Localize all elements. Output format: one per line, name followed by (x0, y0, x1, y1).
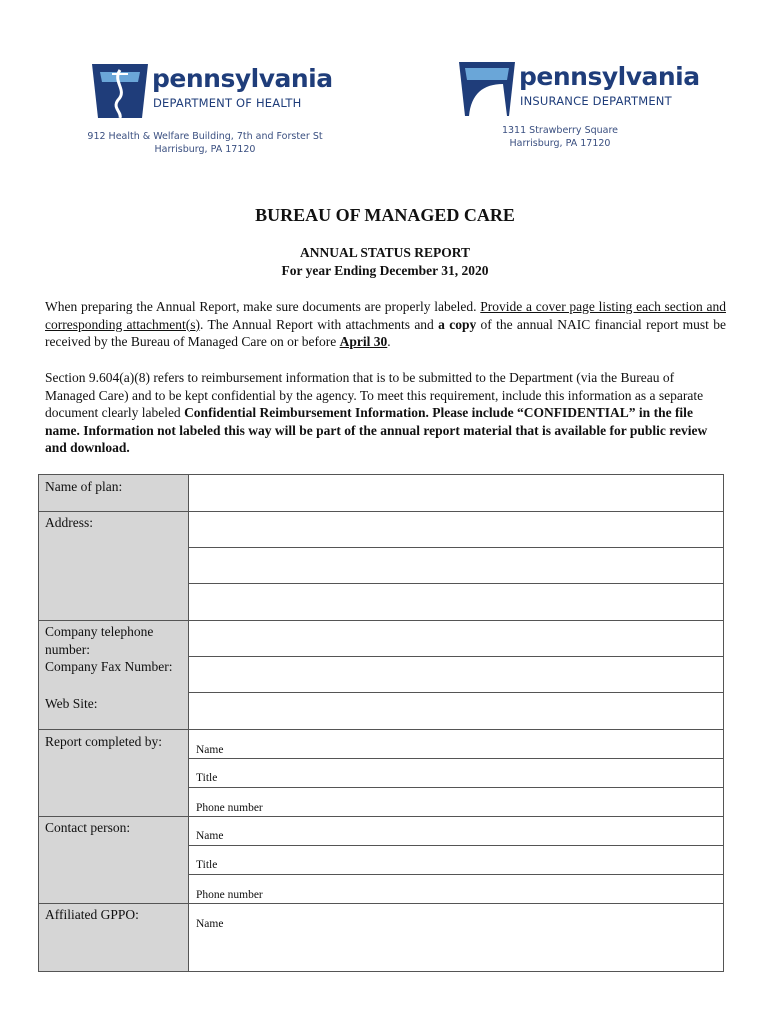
telephone-input[interactable] (190, 621, 723, 656)
address-line3-input[interactable] (190, 584, 723, 620)
para1-text4: . (387, 334, 391, 349)
row-divider (189, 845, 723, 846)
contact-name-field[interactable]: Name (196, 830, 224, 842)
website-input[interactable] (190, 693, 723, 729)
para1-text2: . The Annual Report with attachments and (200, 316, 439, 332)
para1-bold: a copy (438, 316, 477, 332)
report-year: For year Ending December 31, 2020 (281, 263, 489, 278)
doh-logo (90, 60, 350, 120)
row-divider (39, 816, 723, 817)
doh-address-line1: 912 Health & Welfare Building, 7th and Forster St (87, 131, 323, 142)
doh-brand: pennsylvania (152, 64, 333, 93)
report-name-field[interactable]: Name (196, 744, 224, 756)
doh-address-line2: Harrisburg, PA 17120 (154, 144, 256, 155)
report-completed-by-label: Report completed by: (45, 734, 162, 749)
keystone-icon (90, 60, 150, 120)
keystone-icon (457, 58, 517, 118)
fax-input[interactable] (190, 657, 723, 692)
para1-text1: When preparing the Annual Report, make sure documents are properly labeled. (45, 299, 481, 314)
name-of-plan-label: Name of plan: (45, 479, 123, 494)
row-divider (189, 874, 723, 875)
gppo-name-field[interactable]: Name (196, 918, 224, 930)
para2-bold: Confidential Reimbursement Information. Please include “CONFIDENTIAL” in the file name. Information not labeled this way will be part of the annual report material that is available for public review and download. (45, 405, 708, 455)
insurance-address-line1: 1311 Strawberry Square (501, 125, 619, 136)
contact-person-label: Contact person: (45, 820, 131, 835)
report-subtitle: ANNUAL STATUS REPORT (299, 245, 471, 260)
para1-underline: Provide a cover page listing each section and corresponding attachment(s) (45, 299, 726, 332)
report-title-field[interactable]: Title (196, 772, 218, 784)
insurance-address-line2: Harrisburg, PA 17120 (509, 138, 611, 149)
row-divider (189, 758, 723, 759)
confidential-paragraph (45, 369, 726, 457)
doh-department: DEPARTMENT OF HEALTH (153, 96, 302, 110)
plan-name-input[interactable] (190, 475, 723, 511)
insurance-brand: pennsylvania (519, 62, 700, 91)
row-divider (39, 903, 723, 904)
address-line2-input[interactable] (190, 548, 723, 583)
doh-address (80, 130, 330, 156)
row-divider (189, 787, 723, 788)
fax-label: Company Fax Number: (45, 659, 173, 674)
insurance-department: INSURANCE DEPARTMENT (520, 94, 672, 108)
contact-phone-field[interactable]: Phone number (196, 889, 263, 901)
insurance-logo (457, 58, 700, 118)
contact-title-field[interactable]: Title (196, 859, 218, 871)
website-label: Web Site: (45, 696, 98, 711)
para1-text3: of the annual NAIC financial report must be received by the Bureau of Managed Care on or before (45, 316, 726, 349)
telephone-label: Company telephone number: (45, 624, 154, 657)
label-column (39, 475, 189, 971)
para2-text1: Section 9.604(a)(8) refers to reimbursement information that is to be submitted to the Department (via the Bureau of Managed Care) and to be kept confidential by the agency. To meet this requirement, include this information as a separate document clearly labeled (45, 370, 704, 420)
affiliated-gppo-label: Affiliated GPPO: (45, 907, 139, 922)
plan-info-form (38, 474, 724, 972)
instructions-paragraph (45, 298, 726, 351)
row-divider (39, 729, 723, 730)
para1-deadline: April 30 (339, 334, 388, 349)
insurance-address (450, 124, 670, 150)
address-line1-input[interactable] (190, 512, 723, 547)
page-title: BUREAU OF MANAGED CARE (255, 205, 515, 225)
report-phone-field[interactable]: Phone number (196, 802, 263, 814)
address-label: Address: (45, 515, 93, 530)
